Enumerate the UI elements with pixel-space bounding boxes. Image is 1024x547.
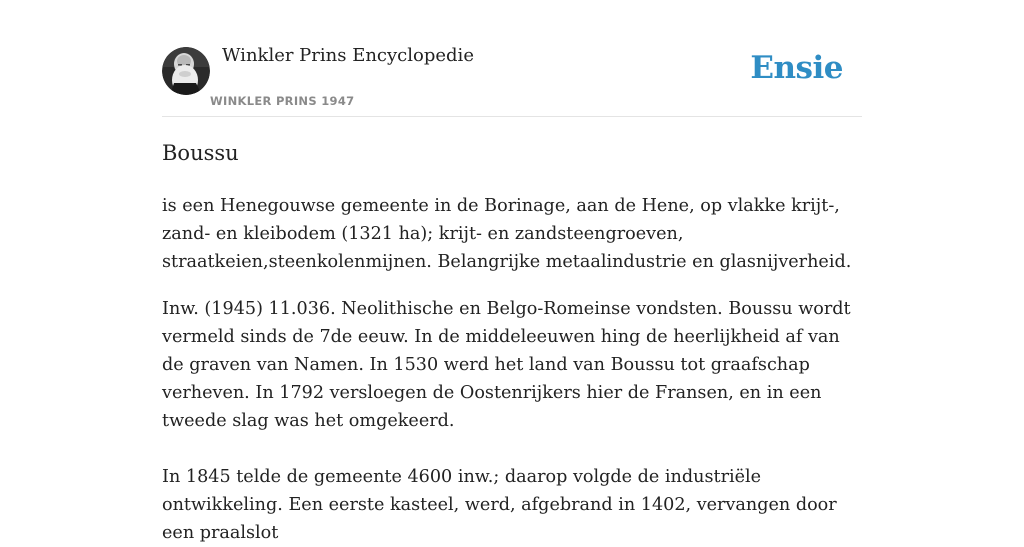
site-title[interactable]: Winkler Prins Encyclopedie (222, 45, 474, 66)
avatar[interactable] (162, 47, 210, 95)
ensie-logo-link[interactable]: Ensie (750, 50, 843, 86)
page (162, 0, 862, 543)
bearded-man-portrait-icon (162, 47, 210, 95)
article-title: Boussu (162, 141, 239, 165)
site-header (162, 0, 862, 117)
article-paragraph: In 1845 telde de gemeente 4600 inw.; daarop volgde de industriële ontwikkeling. Een eerste kasteel, werd, afgebrand in 1402, vervangen door een praalslot (162, 467, 837, 543)
article-paragraph: is een Henegouwse gemeente in de Borinage, aan de Hene, op vlakke krijt-, zand- en kleibodem (1321 ha); krijt- en zandsteengroeven, straatkeien,steenkolenmijnen. Belangrijke metaalindustrie en glasnijverheid. (162, 196, 852, 272)
article-paragraph: Inw. (1945) 11.036. Neolithische en Belgo-Romeinse vondsten. Boussu wordt vermeld sinds de 7de eeuw. In de middeleeuwen hing de heerlijkheid af van de graven van Namen. In 1530 werd het land van Boussu tot graafschap verheven. In 1792 versloegen de Oostenrijkers hier de Fransen, en in een tweede slag was het omgekeerd. (162, 299, 851, 431)
edition-label[interactable]: WINKLER PRINS 1947 (210, 94, 355, 108)
